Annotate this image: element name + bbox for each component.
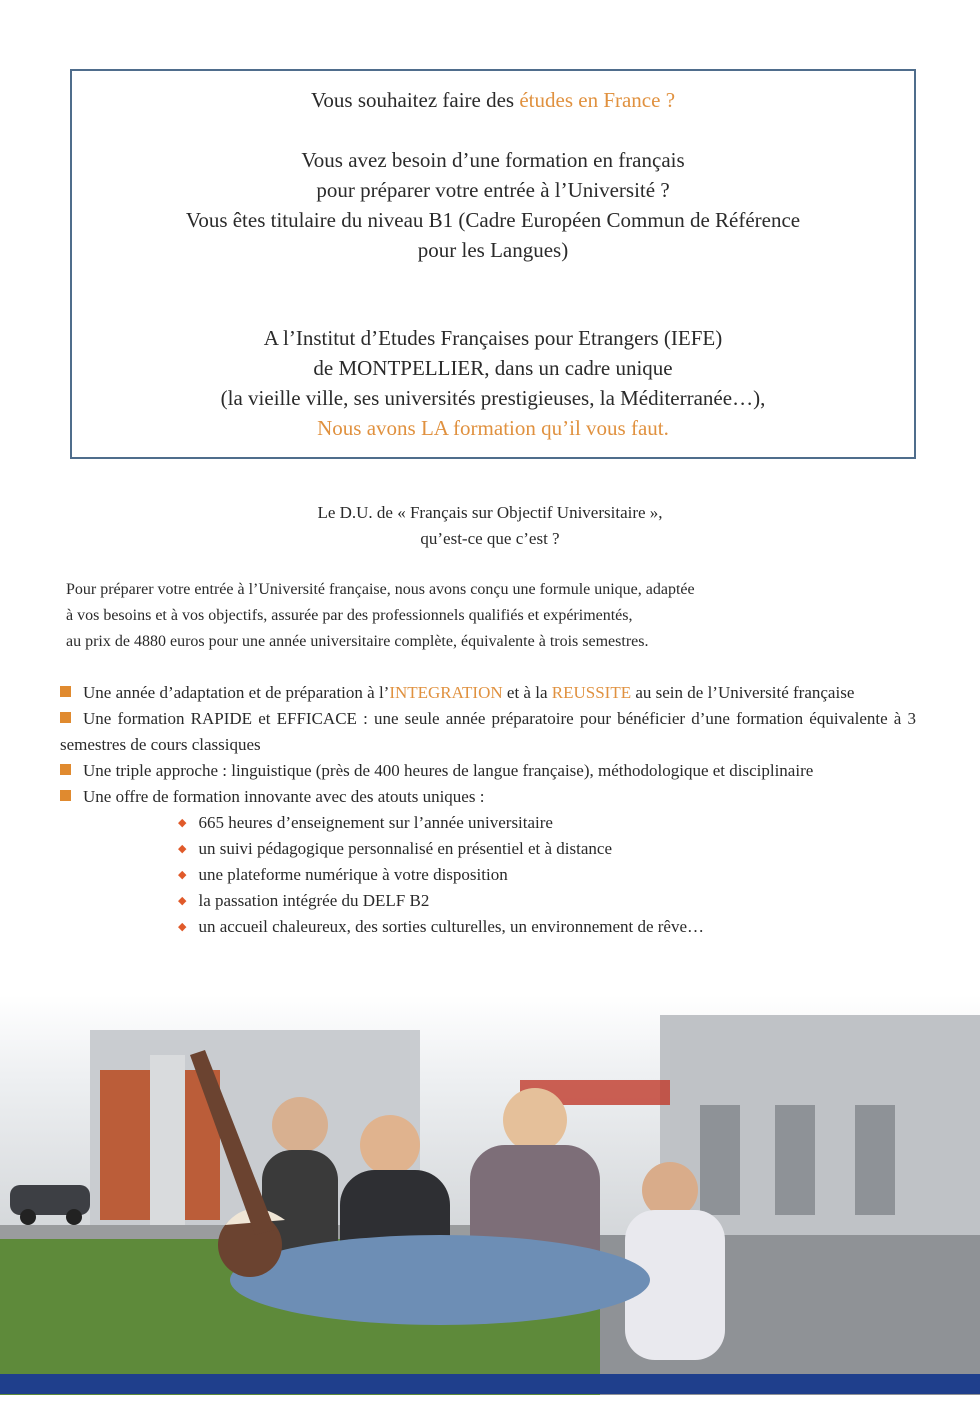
diamond-bullet-icon: ◆ (178, 921, 187, 933)
square-bullet-icon (60, 712, 71, 723)
du-description: Pour préparer votre entrée à l’Université française, nous avons conçu une formule unique, adaptée à vos besoins et à vos objectifs, assurée par des professionnels qualifiés et expérimentés, au prix de 4880 euros pour une année universitaire complète, équivalente à trois semestres. (66, 581, 695, 650)
intro-question-2: Vous avez besoin d’une formation en français pour préparer votre entrée à l’Université ? Vous êtes titulaire du niveau B1 (Cadre Européen Commun de Référence pour les Langues) (185, 148, 801, 262)
students-photo (0, 995, 980, 1395)
sub-list-item: ◆ la passation intégrée du DELF B2 (178, 888, 916, 914)
square-bullet-icon (60, 764, 71, 775)
intro-box (70, 69, 916, 459)
students-campus-illustration (0, 995, 980, 1395)
list-item: Une année d’adaptation et de préparation à l’INTEGRATION et à la REUSSITE au sein de l’Université française (60, 680, 916, 706)
intro-question-1: Vous souhaitez faire des études en France ? (310, 88, 676, 112)
highlight-etudes: études en France ? (519, 88, 676, 112)
intro-iefe: A l’Institut d’Etudes Françaises pour Etrangers (IEFE) de MONTPELLIER, dans un cadre unique (la vieille ville, ses universités prestigieuses, la Méditerranée…), Nous avons LA formation qu’il vous faut. (220, 326, 766, 440)
diamond-bullet-icon: ◆ (178, 843, 187, 855)
intro-slogan: Nous avons LA formation qu’il vous faut. (317, 416, 669, 440)
square-bullet-icon (60, 686, 71, 697)
sub-list-item: ◆ une plateforme numérique à votre disposition (178, 862, 916, 888)
list-item: Une offre de formation innovante avec des atouts uniques : ◆ 665 heures d’enseignement sur l’année universitaire ◆ un suivi pédagogique personnalisé en présentiel et à distance ◆ une plateforme numérique à votre disposition ◆ la passation intégrée du DELF B2 ◆ un accueil chaleureux, des sorties culturelles, un environnement de rêve… (60, 784, 916, 940)
diamond-bullet-icon: ◆ (178, 817, 187, 829)
sub-list-item: ◆ un suivi pédagogique personnalisé en présentiel et à distance (178, 836, 916, 862)
square-bullet-icon (60, 790, 71, 801)
sub-list-item: ◆ un accueil chaleureux, des sorties culturelles, un environnement de rêve… (178, 914, 916, 940)
sub-list-item: ◆ 665 heures d’enseignement sur l’année universitaire (178, 810, 916, 836)
du-heading: Le D.U. de « Français sur Objectif Universitaire », qu’est-ce que c’est ? (317, 503, 663, 548)
advantages-list (60, 680, 916, 940)
footer-bar (0, 1374, 980, 1394)
atouts-sublist (60, 810, 916, 940)
list-item: Une formation RAPIDE et EFFICACE : une seule année préparatoire pour bénéficier d’une formation équivalente à 3 semestres de cours classiques (60, 709, 916, 754)
diamond-bullet-icon: ◆ (178, 869, 187, 881)
diamond-bullet-icon: ◆ (178, 895, 187, 907)
list-item: Une triple approche : linguistique (près de 400 heures de langue française), méthodologique et disciplinaire (60, 758, 916, 784)
